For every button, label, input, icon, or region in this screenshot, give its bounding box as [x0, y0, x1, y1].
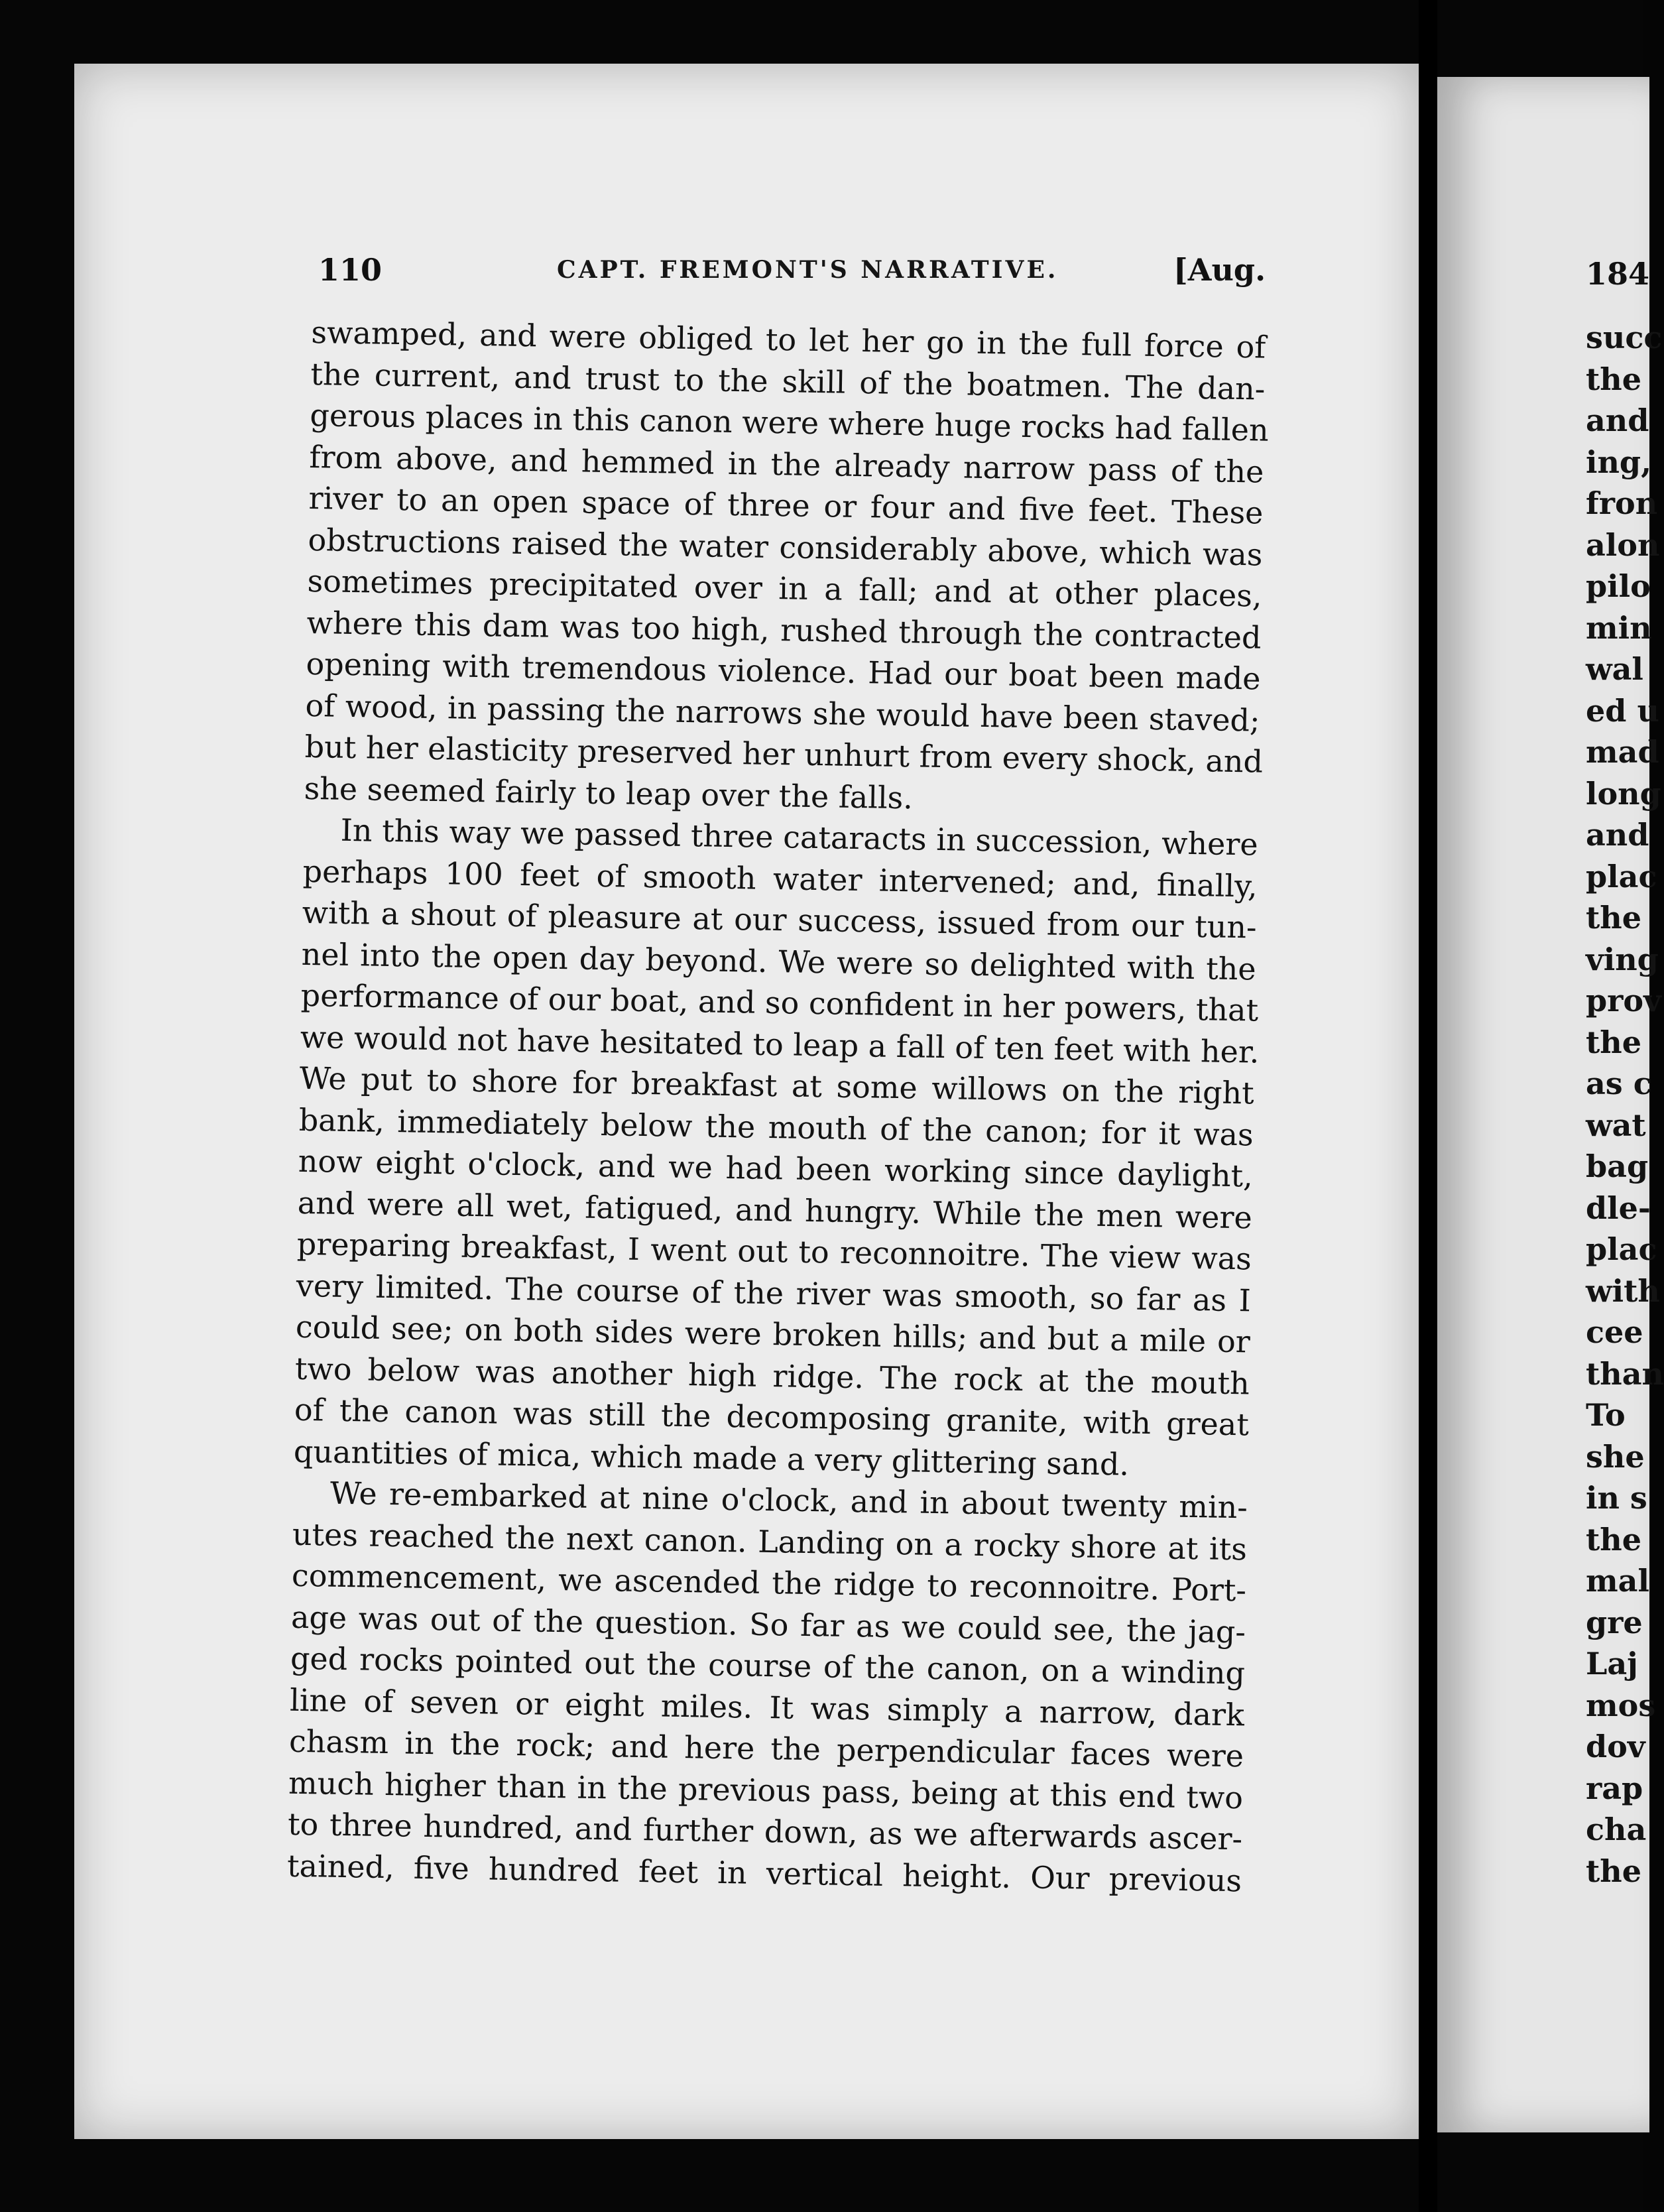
text-line: perhaps 100 feet of smooth water intervened; and, finally,	[302, 853, 1258, 904]
facing-page-line: pilo	[1586, 568, 1651, 604]
facing-page-line: mad	[1586, 734, 1659, 770]
running-head	[318, 252, 1273, 298]
facing-page-line: dle-	[1586, 1190, 1651, 1226]
facing-page-line: bag	[1586, 1148, 1649, 1184]
facing-page-line: in s	[1586, 1480, 1647, 1516]
text-line: age was out of the question. So far as we could see, the jag-	[290, 1599, 1246, 1650]
facing-page-line: gre	[1586, 1604, 1643, 1640]
text-line: utes reached the next canon. Landing on a rocky shore at its	[292, 1516, 1248, 1567]
text-line: performance of our boat, and so confident in her powers, that	[300, 977, 1259, 1028]
text-line: but her elasticity preserved her unhurt from every shock, and	[304, 728, 1264, 780]
text-line: We re-embarked at nine o'clock, and in about twenty min-	[329, 1475, 1248, 1526]
page-number: 110	[318, 252, 383, 288]
facing-page-line: prov	[1586, 983, 1661, 1018]
facing-page-line: min	[1586, 609, 1652, 646]
facing-page-line: wal	[1586, 651, 1643, 687]
text-line: very limited. The course of the river was smooth, so far as I	[296, 1267, 1252, 1318]
text-line: chasm in the rock; and here the perpendicular faces were	[288, 1723, 1244, 1774]
facing-page-line: the	[1586, 1024, 1641, 1060]
facing-page-line: ving	[1586, 941, 1659, 977]
facing-page-line: To	[1586, 1397, 1626, 1433]
facing-page-line: dov	[1586, 1729, 1645, 1764]
text-line: much higher than in the previous pass, being at this end two	[288, 1764, 1244, 1815]
text-line: from above, and hemmed in the already narrow pass of the	[309, 438, 1264, 490]
facing-page-line: she	[1586, 1438, 1645, 1475]
facing-page-line: mos	[1586, 1687, 1656, 1723]
text-line: she seemed fairly to leap over the falls.	[304, 770, 914, 816]
facing-page-line: Laj	[1586, 1646, 1638, 1682]
text-line: sometimes precipitated over in a fall; and at other places,	[307, 562, 1262, 614]
text-line: could see; on both sides were broken hills; and but a mile or	[295, 1308, 1251, 1360]
facing-page-line: the	[1586, 361, 1641, 397]
text-line: In this way we passed three cataracts in succession, where	[340, 812, 1258, 863]
text-line: now eight o'clock, and we had been working since daylight,	[298, 1142, 1254, 1194]
text-line: of wood, in passing the narrows she would have been staved;	[305, 687, 1260, 739]
facing-page-line: ing,	[1586, 444, 1652, 480]
text-line: to three hundred, and further down, as we afterwards ascer-	[287, 1806, 1243, 1857]
text-line: quantities of mica, which made a very glittering sand.	[293, 1433, 1130, 1483]
text-line: ged rocks pointed out the course of the canon, on a winding	[290, 1640, 1246, 1691]
text-line: bank, immediately below the mouth of the canon; for it was	[298, 1101, 1254, 1152]
facing-page-line: cha	[1586, 1812, 1647, 1847]
text-line: nel into the open day beyond. We were so delighted with the	[301, 936, 1257, 987]
text-line: commencement, we ascended the ridge to reconnoitre. Port-	[291, 1557, 1247, 1609]
facing-page-line: ed u	[1586, 692, 1659, 729]
facing-page-line: rap	[1586, 1770, 1643, 1806]
facing-page-line: and	[1586, 402, 1649, 438]
facing-page-line: plac	[1586, 1231, 1657, 1267]
facing-page-line: mal	[1586, 1563, 1649, 1599]
text-line: with a shout of pleasure at our success, issued from our tun-	[302, 894, 1258, 946]
facing-page-line: long	[1586, 775, 1661, 812]
facing-page-line: plac	[1586, 858, 1657, 894]
body-text	[286, 312, 1269, 1901]
text-line: and were all wet, fatigued, and hungry. While the men were	[297, 1184, 1253, 1235]
facing-page-line: with	[1586, 1272, 1660, 1309]
text-line: of the canon was still the decomposing granite, with great	[294, 1391, 1250, 1443]
text-line: obstructions raised the water considerably above, which was	[308, 521, 1263, 573]
facing-page-line: succ	[1586, 320, 1663, 355]
text-line: the current, and trust to the skill of the boatmen. The dan-	[310, 355, 1266, 407]
facing-page-line: fron	[1586, 485, 1658, 521]
book-gutter	[1419, 0, 1437, 2212]
facing-page-line: as c	[1586, 1066, 1652, 1101]
facing-page-line: wat	[1586, 1107, 1646, 1143]
text-line: river to an open space of three or four and five feet. These	[308, 479, 1264, 531]
running-title: CAPT. FREMONT'S NARRATIVE.	[557, 256, 1059, 284]
text-line: swamped, and were obliged to let her go in the full force of	[311, 314, 1266, 365]
text-line: preparing breakfast, I went out to reconnoitre. The view was	[296, 1225, 1252, 1277]
running-date-mark: [Aug.	[1173, 252, 1266, 288]
facing-page-number: 184	[1586, 256, 1650, 292]
facing-page-line: the	[1586, 900, 1641, 936]
text-line: line of seven or eight miles. It was simply a narrow, dark	[289, 1682, 1245, 1733]
facing-page-text	[1586, 317, 1664, 1892]
text-line: gerous places in this canon were where huge rocks had fallen	[310, 397, 1269, 448]
facing-page-line: the	[1586, 1521, 1641, 1558]
text-line: We put to shore for breakfast at some willows on the right	[299, 1060, 1255, 1111]
facing-page-line: the	[1586, 1853, 1641, 1889]
facing-page-line: than	[1586, 1355, 1664, 1392]
text-line: opening with tremendous violence. Had our boat been made	[306, 645, 1261, 697]
facing-page-line: cee	[1586, 1314, 1643, 1350]
facing-page-line: alon	[1586, 526, 1660, 563]
facing-page-line: and	[1586, 817, 1649, 853]
text-line: where this dam was too high, rushed through the contracted	[306, 604, 1262, 656]
text-line: two below was another high ridge. The rock at the mouth	[294, 1350, 1250, 1401]
text-line: we would not have hesitated to leap a fall of ten feet with her.	[300, 1018, 1260, 1070]
text-line: tained, five hundred feet in vertical height. Our previous	[286, 1847, 1242, 1898]
